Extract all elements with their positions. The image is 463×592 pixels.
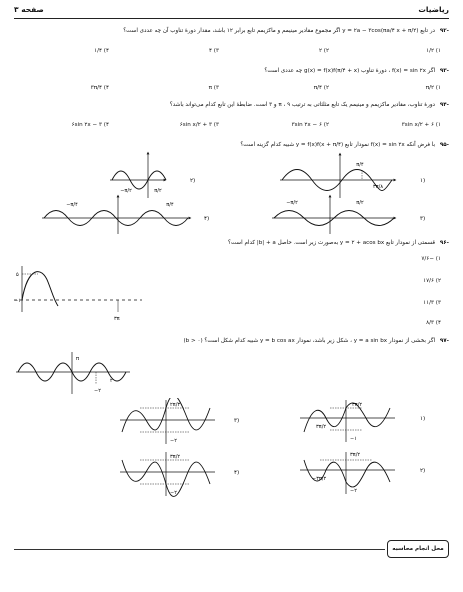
tick-label: −۱ <box>350 436 357 442</box>
question-93 <box>14 68 449 75</box>
tick-label: −π/۲ <box>286 200 298 206</box>
question-text: قسمتی از نمودار تابع ‎y = ۲ + acos bx‎ به‌صورت زیر است. حاصل ‎|b| + a‎ کدام است؟ <box>227 240 436 246</box>
option-4[interactable]: ۴) ۸/۳ <box>426 320 441 326</box>
tick-label: −۲ <box>350 488 357 494</box>
curve <box>22 272 58 306</box>
tick-label: ۵ <box>16 272 19 278</box>
option-3[interactable]: ۳) π <box>208 85 219 91</box>
q95-option-4-graph[interactable] <box>42 196 209 234</box>
option-number: ۱) <box>420 178 426 184</box>
question-94 <box>14 102 449 109</box>
q97-reference-graph <box>14 350 134 400</box>
tick-label: −۲ <box>94 388 101 394</box>
option-number: ۳) <box>234 418 240 424</box>
option-4[interactable]: ۴) ۳π/۴ <box>90 85 109 91</box>
tick-label: π/۲ <box>154 188 162 194</box>
option-number: ۱) <box>420 416 426 422</box>
tick-label: ۳π/۲ <box>316 424 327 430</box>
tick-label: −۲ <box>170 438 177 444</box>
option-2[interactable]: ۲) ۱۷/۶ <box>423 278 441 284</box>
tick-label: ۳π/۲ <box>350 452 361 458</box>
option-3[interactable]: ۳) ۱۱/۳ <box>423 300 441 306</box>
option-1[interactable]: ۱) ۱/۲ <box>426 48 441 54</box>
question-95 <box>14 142 449 149</box>
option-3[interactable]: ۳) ۴ <box>209 48 219 54</box>
tick-label: ۳π/۲ <box>352 402 363 408</box>
option-number: ۲) <box>420 468 426 474</box>
option-number: ۳) <box>420 216 426 222</box>
option-3[interactable]: ۳) ۳ + ۶sin x/۲ <box>179 122 219 128</box>
tick-label: ۳π/۲ <box>170 454 181 460</box>
subject-title: ریاضیات <box>418 5 449 14</box>
tick-label: −۱ <box>14 298 21 304</box>
question-92 <box>14 28 449 35</box>
tick-label: ۳π <box>114 316 120 322</box>
option-1[interactable]: ۱) ۶ + ۳sin x/۲ <box>401 122 441 128</box>
option-number: ۴) <box>204 216 210 222</box>
question-text: اگر بخشی از نمودار ‎y = a sin bx‎ ، شکل زیر باشد، نمودار ‎y = b cos ax‎ شبیه کدام شکل است؟ ‎(b > ۰)‎ <box>183 338 436 344</box>
q97-option-2-graph[interactable] <box>300 452 425 494</box>
options-92 <box>14 48 449 58</box>
q97-graphs <box>0 398 463 498</box>
tick-label: −۳π/۲ <box>312 476 327 482</box>
question-97 <box>14 338 449 345</box>
question-text: با فرض آنکه ‎f(x) = sin ۲x‎ نمودار تابع ‎y = f(x)f(x + π/۴)‎ شبیه کدام گزینه است؟ <box>240 142 436 148</box>
question-number: -۹۷ <box>439 338 449 344</box>
curve <box>304 460 390 487</box>
question-text: در تابع ‎y = ۲a − ۳cos(πa/۴ x + π/۲)‎ اگر مجموع مقادیر مینیمم و ماکزیمم تابع برابر ۱۲ باشد، مقدار دورهٔ تناوب آن چه عددی است؟ <box>123 28 436 34</box>
option-4[interactable]: ۴) ۱/۴ <box>94 48 109 54</box>
question-number: -۹۵ <box>439 142 449 148</box>
tick-label: ۲ <box>110 378 113 384</box>
tick-label: π/۴ <box>356 162 364 168</box>
q95-graphs <box>0 150 463 235</box>
q95-option-3-graph[interactable] <box>272 196 425 234</box>
tick-label: π <box>76 356 80 362</box>
q96-graph <box>14 262 144 324</box>
question-number: -۹۶ <box>439 240 449 246</box>
option-1[interactable]: ۱) π/۲ <box>425 85 441 91</box>
question-96 <box>14 240 449 247</box>
option-number: ۴) <box>234 470 240 476</box>
scratch-area-label: محل انجام محاسبه <box>387 540 449 558</box>
options-94 <box>14 122 449 132</box>
tick-label: π/۲ <box>356 200 364 206</box>
option-1[interactable]: ۱) −۷/۶ <box>421 256 441 262</box>
q95-option-1-graph[interactable] <box>280 154 425 198</box>
tick-label: −۲ <box>170 490 177 496</box>
q95-option-2-graph[interactable] <box>110 153 195 198</box>
question-text: دورهٔ تناوب، مقادیر ماکزیمم و مینیمم یک تابع مثلثاتی به ترتیب π ، ۹ و ۳ است. ضابطهٔ این تابع کدام می‌تواند باشد؟ <box>169 102 436 108</box>
question-number: -۹۳ <box>439 68 449 74</box>
tick-label: −π/۴ <box>66 202 78 208</box>
option-2[interactable]: ۲) ۶ − ۳sin ۲x <box>291 122 329 128</box>
footer-divider <box>14 549 385 550</box>
option-2[interactable]: ۲) ۲ <box>319 48 329 54</box>
tick-label: ۲π/۳ <box>170 402 181 408</box>
option-4[interactable]: ۴) ۳ − ۶sin ۲x <box>71 122 109 128</box>
question-number: -۹۲ <box>439 28 449 34</box>
q97-option-1-graph[interactable] <box>300 400 425 442</box>
option-2[interactable]: ۲) π/۴ <box>313 85 329 91</box>
options-93 <box>14 85 449 95</box>
q97-option-3-graph[interactable] <box>120 398 239 444</box>
q97-option-4-graph[interactable] <box>120 452 239 496</box>
tick-label: π/۴ <box>166 202 174 208</box>
page-header <box>14 4 449 19</box>
page-number: صفحه ۳ <box>14 5 44 14</box>
tick-label: ۳π/۸ <box>372 184 384 190</box>
tick-label: −π/۲ <box>120 188 132 194</box>
question-number: -۹۴ <box>439 102 449 108</box>
option-number: ۲) <box>190 178 196 184</box>
question-text: اگر ‎f(x) = sin ۲x‎ ، دورهٔ تناوب ‎g(x) = f(x)f(π/۴ + x)‎ چه عددی است؟ <box>264 68 436 74</box>
